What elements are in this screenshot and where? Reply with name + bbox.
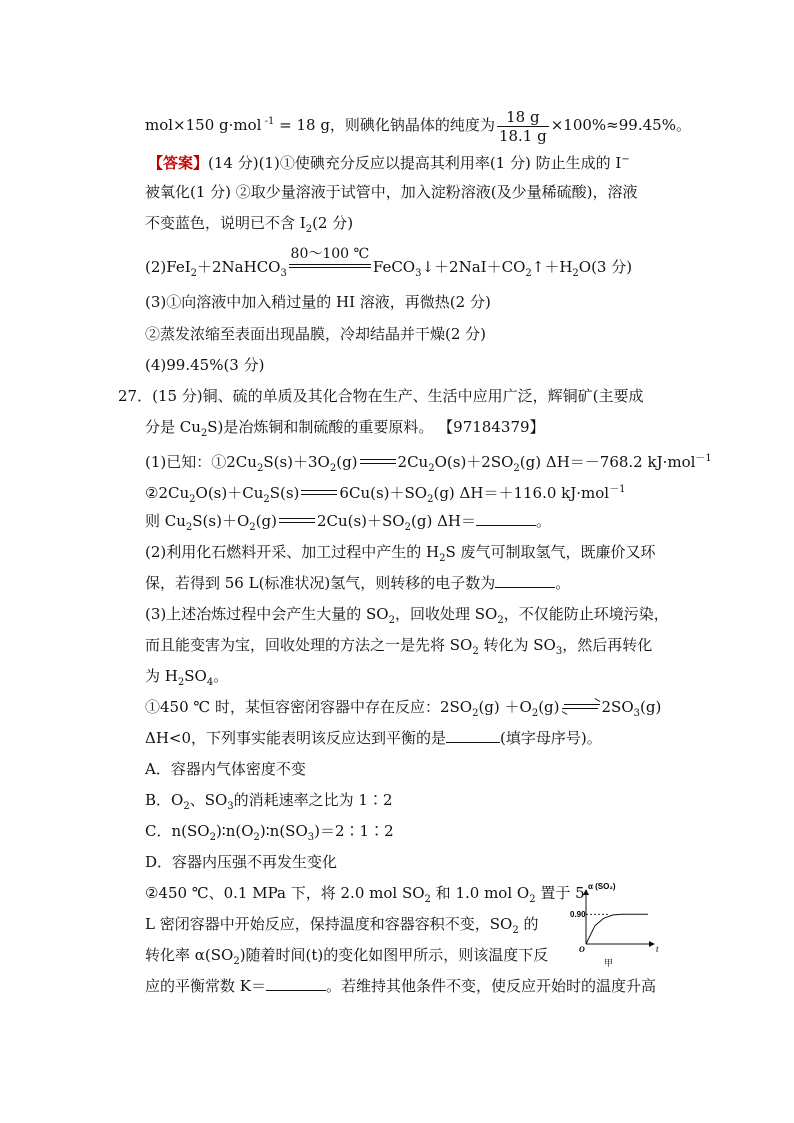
subscript: 2	[388, 615, 395, 626]
text: 2SO	[601, 698, 634, 716]
figure-caption: 甲	[604, 959, 614, 969]
text: ②450 ℃、0.1 MPa 下，将 2.0 mol SO	[145, 884, 425, 902]
eq-bar	[289, 267, 371, 268]
subscript: 2	[529, 894, 536, 905]
text: 2Cu	[397, 453, 429, 471]
superscript: －1	[609, 484, 626, 495]
text: S(s)	[269, 484, 300, 502]
text: ，然后再转化	[562, 636, 653, 654]
text: 被氧化(1 分) ②取少量溶液于试管中，加入淀粉溶液(及少量稀硫酸)，溶液	[145, 183, 638, 201]
subscript: 2	[427, 494, 434, 505]
superscript: −	[621, 154, 630, 165]
text: (4)99.45%(3 分)	[145, 356, 265, 374]
text: ↓＋2NaI＋CO	[421, 258, 526, 276]
text: (g) ΔH＝－768.2 kJ·mol	[519, 453, 696, 471]
text: 。若维持其他条件不变，使反应开始时的温度升高	[325, 977, 656, 995]
subscript: 2	[525, 268, 532, 279]
subscript: 2	[253, 832, 260, 843]
text: S(s)＋3O	[263, 453, 330, 471]
subscript: 2	[512, 925, 519, 936]
text: ，不仅能防止环境污染，	[503, 605, 669, 623]
answer-blank[interactable]	[266, 976, 326, 991]
subscript: 2	[189, 494, 196, 505]
answer-blank[interactable]	[495, 573, 555, 588]
subscript: 2	[183, 801, 190, 812]
equals-sign	[360, 457, 396, 467]
text: 分是 Cu	[145, 418, 201, 436]
text: C．n(SO	[145, 822, 210, 840]
equation-3	[145, 511, 551, 538]
text: (g) ΔH＝＋116.0 kJ·mol	[433, 484, 610, 502]
text: L 密闭容器中开始反应，保持温度和容器容积不变，SO	[145, 915, 513, 933]
equation-2	[145, 480, 625, 510]
subscript: 4	[206, 677, 214, 688]
subscript: 2	[233, 956, 240, 967]
y-axis-label: α (SO₂)	[588, 882, 616, 891]
condition-text: 80～100 ℃	[290, 246, 370, 262]
question-line	[145, 573, 570, 593]
subscript: 2	[439, 553, 446, 564]
option-d	[145, 852, 337, 872]
equilibrium-equation	[145, 697, 661, 724]
equation-1	[145, 449, 712, 479]
fraction-denominator: 18.1 g	[498, 126, 547, 145]
text: 则 Cu	[145, 512, 186, 530]
text: 而且能变害为宝，回收处理的方法之一是先将 SO	[145, 636, 473, 654]
text: )∶n(O	[215, 822, 254, 840]
text: ，回收处理 SO	[394, 605, 498, 623]
subscript: 3	[280, 268, 287, 279]
subscript: 2	[513, 463, 520, 474]
answer-tag: 【答案】	[148, 154, 209, 172]
equals-sign	[279, 516, 315, 526]
answer-blank[interactable]	[446, 728, 500, 743]
text: ②蒸发浓缩至表面出现晶膜，冷却结晶并干燥(2 分)	[145, 325, 487, 343]
question-line	[145, 417, 545, 444]
reversible-arrow	[562, 702, 600, 712]
option-a	[145, 759, 306, 779]
text: 。	[536, 512, 552, 530]
text: )随着时间(t)的变化如图甲所示，则该温度下反	[239, 946, 549, 964]
text: 为 H	[145, 667, 178, 685]
subscript: 2	[329, 463, 337, 474]
text: O(3 分)	[578, 258, 633, 276]
conversion-curve	[586, 914, 648, 944]
text: FeCO	[372, 258, 416, 276]
subscript: 2	[472, 708, 479, 719]
text: B．O	[145, 791, 184, 809]
text: S(s)＋O	[192, 512, 250, 530]
text: 。	[213, 667, 229, 685]
text: (g)	[640, 698, 662, 716]
subscript: 3	[415, 268, 422, 279]
question-line	[145, 604, 669, 631]
text: 的消耗速率之比为 1∶2	[233, 791, 393, 809]
text: ＋2NaHCO	[197, 258, 281, 276]
subscript: 2	[428, 463, 435, 474]
x-axis-label: t	[656, 944, 659, 954]
conversion-rate-chart	[570, 880, 680, 970]
text: (g) ΔH＝	[411, 512, 476, 530]
subscript: 2	[209, 832, 216, 843]
text: (g)	[336, 453, 358, 471]
text: 转化率 α(SO	[145, 946, 234, 964]
text: (填字母序号)。	[500, 729, 602, 747]
subscript: 2	[572, 268, 579, 279]
question-line	[145, 635, 652, 662]
question-line	[145, 542, 656, 569]
subscript: 2	[190, 268, 198, 279]
subscript: 3	[555, 646, 563, 657]
question-27-title	[118, 386, 644, 406]
subscript: 3	[227, 801, 234, 812]
subscript: 2	[404, 522, 411, 533]
text: A．容器内气体密度不变	[145, 760, 306, 778]
text: 。	[555, 574, 571, 592]
question-line	[145, 976, 656, 996]
answer-line-7	[145, 355, 264, 375]
answer-line-1	[148, 150, 630, 173]
text: 不变蓝色，说明已不含 I	[145, 214, 306, 232]
text: 、SO	[189, 791, 228, 809]
text: (g)	[255, 512, 277, 530]
text: ΔH<0，下列事实能表明该反应达到平衡的是	[145, 729, 447, 747]
text: )＝2∶1∶2	[314, 822, 394, 840]
text: (2 分)	[312, 214, 354, 232]
answer-line-2	[145, 182, 638, 202]
answer-line-3	[145, 213, 353, 240]
text: 保，若得到 56 L(标准状况)氢气，则转移的电子数为	[145, 574, 496, 592]
equals-sign	[301, 488, 337, 498]
subscript: 2	[531, 708, 539, 719]
text: SO	[184, 667, 207, 685]
subscript: 2	[263, 494, 270, 505]
subscript: 2	[185, 522, 193, 533]
text: 6Cu(s)＋SO	[339, 484, 428, 502]
answer-line-6	[145, 324, 486, 344]
text: mol×150 g·mol	[145, 116, 262, 134]
y-value-label: 0.90	[570, 910, 586, 919]
text: (14 分)(1)①使碘充分反应以提高其利用率(1 分) 防止生成的 I	[208, 154, 622, 172]
question-line	[145, 883, 585, 910]
subscript: 3	[633, 708, 641, 719]
purity-fraction	[497, 108, 549, 145]
subscript: 2	[472, 646, 479, 657]
text: O(s)＋Cu	[195, 484, 264, 502]
text: O(s)＋2SO	[434, 453, 514, 471]
question-line	[145, 728, 602, 748]
text: 的	[518, 915, 539, 933]
text: (1)已知：①2Cu	[145, 453, 257, 471]
superscript: －1	[695, 453, 712, 464]
text: )∶n(SO	[259, 822, 308, 840]
text: ②2Cu	[145, 484, 190, 502]
subscript: 2	[424, 894, 431, 905]
text: = 18 g，则碘化钠晶体的纯度为	[274, 116, 495, 134]
text: (g)	[538, 698, 560, 716]
text: 2Cu(s)＋SO	[316, 512, 405, 530]
text: 27．(15 分)铜、硫的单质及其化合物在生产、生活中应用广泛，辉铜矿(主要成	[118, 387, 644, 405]
text: (g) ＋O	[478, 698, 532, 716]
subscript: 3	[307, 832, 315, 843]
fraction-numerator: 18 g	[497, 108, 549, 127]
subscript: 2	[256, 463, 264, 474]
text: D．容器内压强不再发生变化	[145, 853, 338, 871]
subscript: 2	[177, 677, 185, 688]
answer-equation	[145, 246, 633, 284]
text: (3)上述冶炼过程中会产生大量的 SO	[145, 605, 389, 623]
subscript: 2	[305, 224, 313, 235]
text: 转化为 SO	[478, 636, 556, 654]
question-line	[145, 666, 228, 693]
subscript: 2	[249, 522, 256, 533]
answer-line-5	[145, 292, 491, 312]
text: (2)利用化石燃料开采、加工过程中产生的 H	[145, 543, 440, 561]
option-c	[145, 821, 394, 848]
text: ×100%≈99.45%。	[550, 116, 691, 134]
plot-area	[586, 914, 648, 944]
text: 和 1.0 mol O	[430, 884, 530, 902]
answer-blank[interactable]	[476, 511, 536, 526]
question-line	[145, 914, 538, 941]
text: 置于 5	[535, 884, 585, 902]
text: (2)FeI	[145, 258, 191, 276]
question-line	[145, 945, 548, 972]
reaction-condition	[289, 246, 371, 272]
text: 应的平衡常数 K＝	[145, 977, 266, 995]
option-b	[145, 790, 393, 817]
text: ↑＋H	[531, 258, 573, 276]
text: S 废气可制取氢气，既廉价又环	[445, 543, 656, 561]
subscript: 2	[200, 428, 208, 439]
text: (3)①向溶液中加入稍过量的 HI 溶液，再微热(2 分)	[145, 293, 491, 311]
text: S)是冶炼铜和制硫酸的重要原料。 【97184379】	[207, 418, 545, 436]
eq-bar	[289, 264, 371, 265]
origin-label: O	[579, 945, 585, 954]
calc-line	[145, 104, 691, 145]
exponent: -1	[261, 116, 275, 127]
subscript: 2	[497, 615, 504, 626]
text: ①450 ℃ 时，某恒容密闭容器中存在反应：2SO	[145, 698, 473, 716]
